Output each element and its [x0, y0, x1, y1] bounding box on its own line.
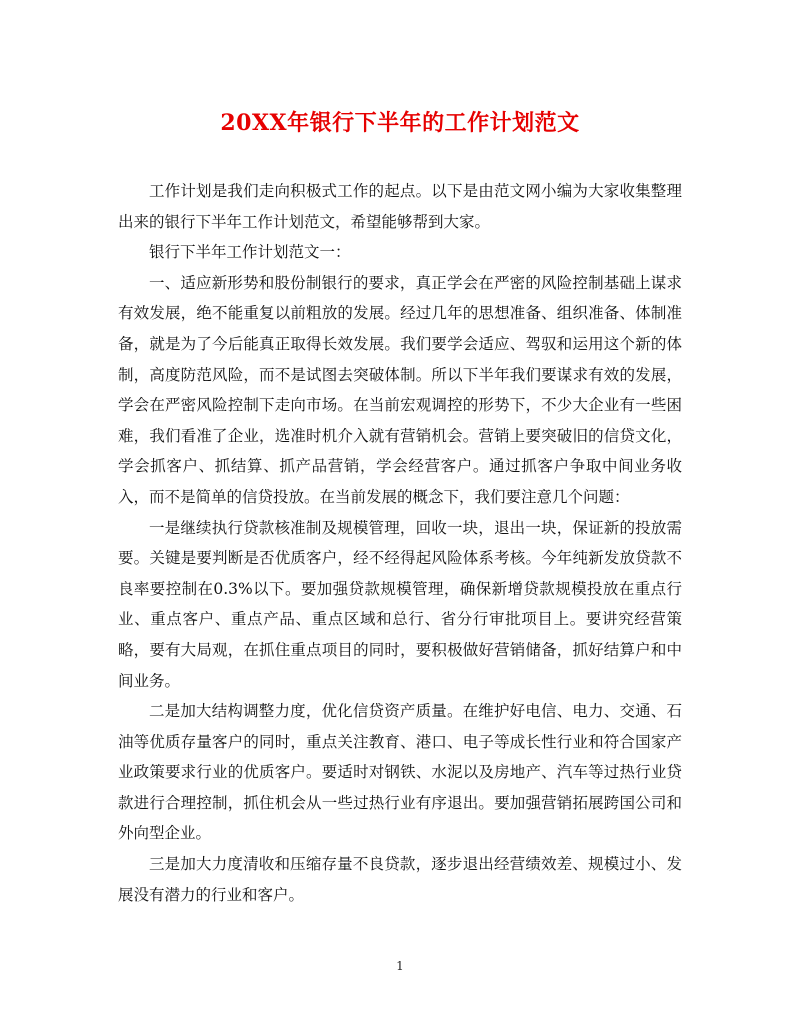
paragraph-intro: 工作计划是我们走向积极式工作的起点。以下是由范文网小编为大家收集整理出来的银行下半年工作计划范文，希望能够帮到大家。 [118, 182, 682, 231]
document-title: 20XX年银行下半年的工作计划范文 [220, 110, 580, 136]
paragraph-section-heading: 银行下半年工作计划范文一： [149, 243, 351, 262]
paragraph-bad-loans: 三是加大力度清收和压缩存量不良贷款，逐步退出经营绩效差、规模过小、发展没有潜力的行业和客户。 [118, 855, 682, 904]
paragraph-point-one: 一、适应新形势和股份制银行的要求，真正学会在严密的风险控制基础上谋求有效发展，绝不能重复以前粗放的发展。经过几年的思想准备、组织准备、体制准备，就是为了今后能真正取得长效发展。我们要学会适应、驾驭和运用这个新的体制，高度防范风险，而不是试图去突破体制。所以下半年我们要谋求有效的发展，学会在严密风险控制下走向市场。在当前宏观调控的形势下，不少大企业有一些困难，我们看准了企业，选准时机介入就有营销机会。营销上要突破旧的信贷文化，学会抓客户、抓结算、抓产品营销，学会经营客户。通过抓客户争取中间业务收入，而不是简单的信贷投放。在当前发展的概念下，我们要注意几个问题： [118, 273, 682, 506]
page-number: 1 [396, 959, 404, 973]
paragraph-structure-adjustment: 二是加大结构调整力度，优化信贷资产质量。在维护好电信、电力、交通、石油等优质存量客户的同时，重点关注教育、港口、电子等成长性行业和符合国家产业政策要求行业的优质客户。要适时对钢铁、水泥以及房地产、汽车等过热行业贷款进行合理控制，抓住机会从一些过热行业有序退出。要加强营销拓展跨国公司和外向型企业。 [118, 702, 682, 843]
document-body [118, 176, 682, 910]
paragraph-loan-management: 一是继续执行贷款核准制及规模管理，回收一块，退出一块，保证新的投放需要。关键是要判断是否优质客户，经不经得起风险体系考核。今年纯新发放贷款不良率要控制在0.3%以下。要加强贷款规模管理，确保新增贷款规模投放在重点行业、重点客户、重点产品、重点区域和总行、省分行审批项目上。要讲究经营策略，要有大局观，在抓住重点项目的同时，要积极做好营销储备，抓好结算户和中间业务。 [118, 518, 682, 690]
